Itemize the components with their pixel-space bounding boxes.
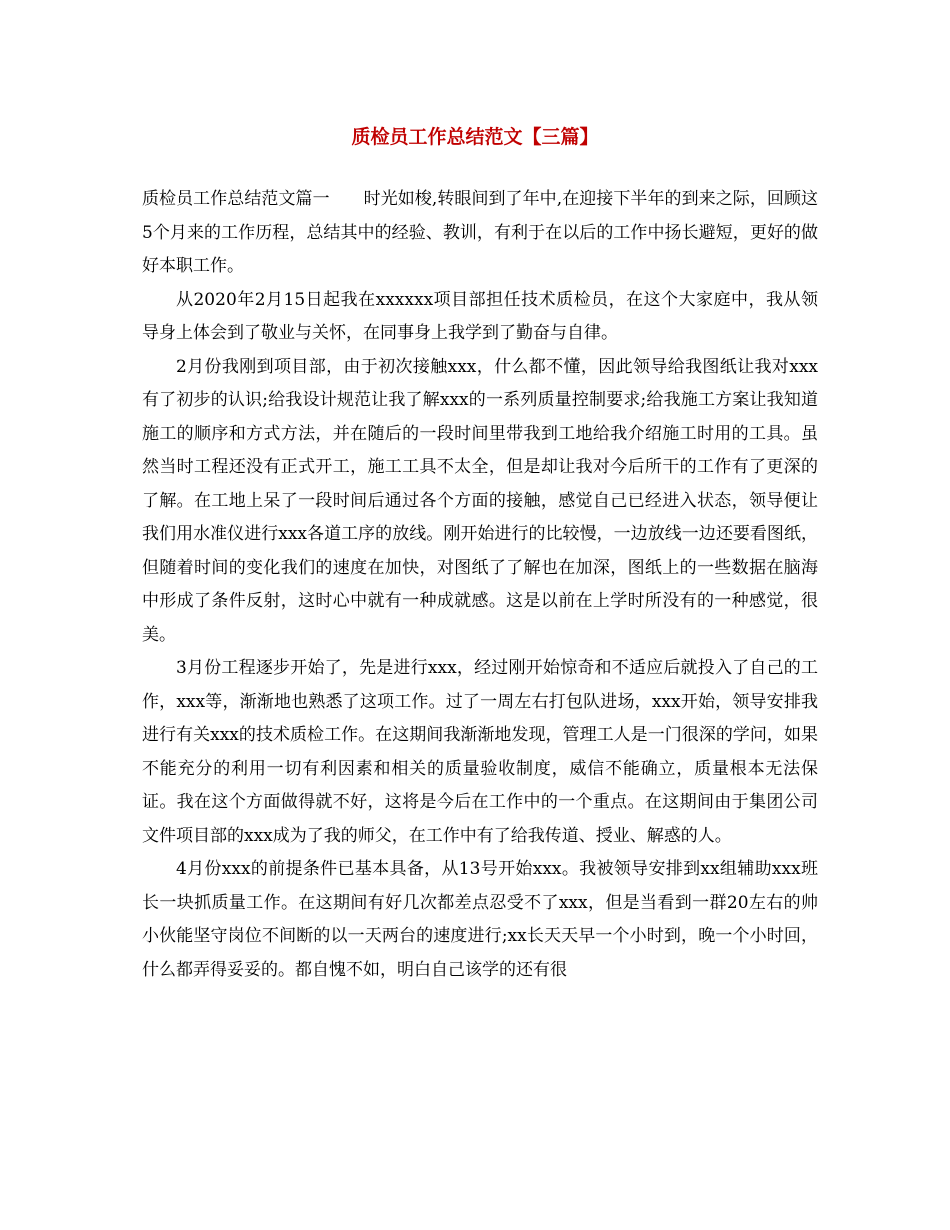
document-title: 质检员工作总结范文【三篇】 (351, 126, 599, 148)
section-heading: 质检员工作总结范文篇一 (142, 189, 330, 209)
paragraph-3: 2月份我刚到项目部，由于初次接触xxx，什么都不懂，因此领导给我图纸让我对xxx有了初步的认识;给我设计规范让我了解xxx的一系列质量控制要求;给我施工方案让我知道施工的顺序和方式方法，并在随后的一段时间里带我到工地给我介绍施工时用的工具。虽然当时工程还没有正式开工，施工工具不太全，但是却让我对今后所干的工作有了更深的了解。在工地上呆了一段时间后通过各个方面的接触，感觉自己已经进入状态，领导便让我们用水准仪进行xxx各道工序的放线。刚开始进行的比较慢，一边放线一边还要看图纸，但随着时间的变化我们的速度在加快，对图纸了了解也在加深，图纸上的一些数据在脑海中形成了条件反射，这时心中就有一种成就感。这是以前在上学时所没有的一种感觉，很美。 (142, 356, 818, 645)
paragraph-1 (142, 183, 818, 284)
document-body (142, 183, 818, 987)
paragraph-1-text: 时光如梭,转眼间到了年中,在迎接下半年的到来之际，回顾这5个月来的工作历程，总结其中的经验、教训，有利于在以后的工作中扬长避短，更好的做好本职工作。 (142, 189, 819, 276)
paragraph-5: 4月份xxx的前提条件已基本具备，从13号开始xxx。我被领导安排到xx组辅助xxx班长一块抓质量工作。在这期间有好几次都差点忍受不了xxx，但是当看到一群20左右的帅小伙能坚守岗位不间断的以一天两台的速度进行;xx长天天早一个小时到，晚一个小时回，什么都弄得妥妥的。都自愧不如，明白自己该学的还有很 (142, 859, 818, 980)
paragraph-2: 从2020年2月15日起我在xxxxxx项目部担任技术质检员，在这个大家庭中，我从领导身上体会到了敬业与关怀，在同事身上我学到了勤奋与自律。 (142, 289, 818, 343)
paragraph-4: 3月份工程逐步开始了，先是进行xxx，经过刚开始惊奇和不适应后就投入了自己的工作，xxx等，渐渐地也熟悉了这项工作。过了一周左右打包队进场，xxx开始，领导安排我进行有关xxx的技术质检工作。在这期间我渐渐地发现，管理工人是一门很深的学问，如果不能充分的利用一切有利因素和相关的质量验收制度，威信不能确立，质量根本无法保证。我在这个方面做得就不好，这将是今后在工作中的一个重点。在这期间由于集团公司文件项目部的xxx成为了我的师父，在工作中有了给我传道、授业、解惑的人。 (142, 658, 818, 846)
